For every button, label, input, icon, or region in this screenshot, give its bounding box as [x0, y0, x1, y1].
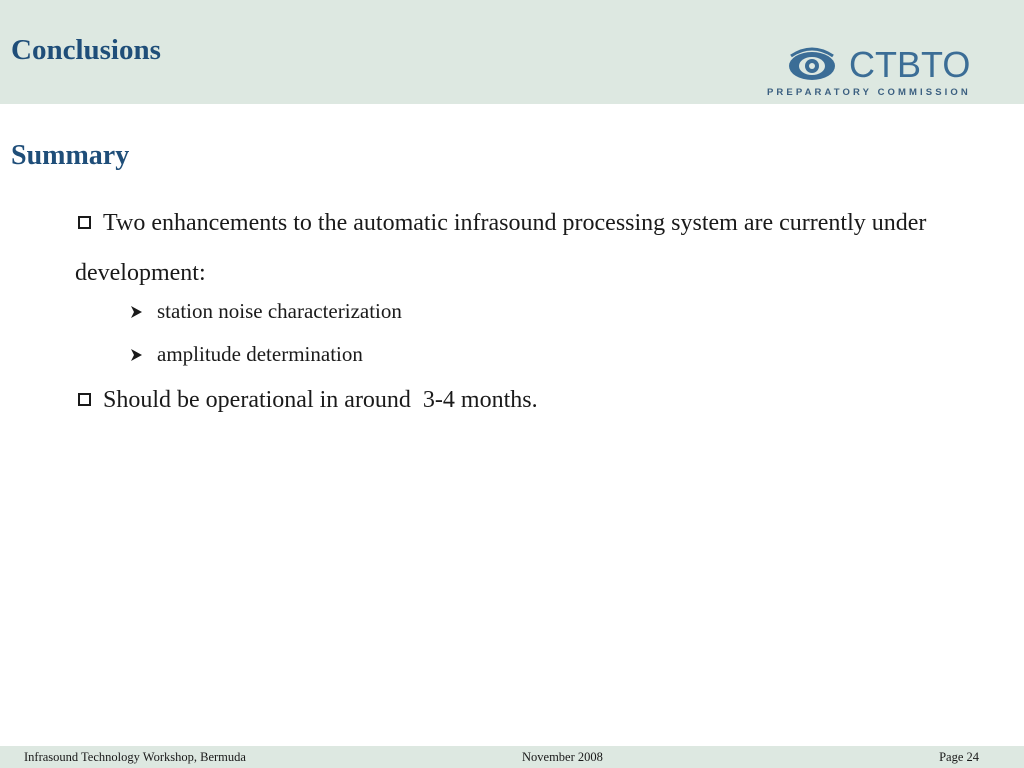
sub-bullet-item: [129, 298, 402, 324]
ctbto-logo: [765, 42, 971, 100]
bullet-item: [75, 384, 955, 416]
footer-date: November 2008: [522, 750, 603, 764]
sub-bullet-text: station noise characterization: [157, 299, 402, 323]
logo-subtitle: PREPARATORY COMMISSION: [767, 87, 971, 98]
section-title: Summary: [11, 140, 130, 171]
sub-bullet-text: amplitude determination: [157, 342, 363, 366]
bullet-text: Two enhancements to the automatic infrasound processing system are currently under development:: [75, 210, 927, 286]
footer-page-number: Page 24: [939, 750, 979, 764]
square-bullet-icon: [78, 216, 91, 229]
bullet-text: Should be operational in around 3-4 months.: [103, 387, 538, 413]
arrow-bullet-icon: [129, 305, 143, 319]
bullet-item: [75, 198, 955, 298]
footer-event: Infrasound Technology Workshop, Bermuda: [24, 750, 246, 764]
square-bullet-icon: [78, 393, 91, 406]
footer: [0, 746, 1024, 768]
eye-icon: [787, 44, 837, 86]
logo-name: CTBTO: [849, 44, 971, 85]
arrow-bullet-icon: [129, 348, 143, 362]
sub-bullet-item: [129, 341, 363, 367]
slide-title: Conclusions: [11, 34, 161, 66]
